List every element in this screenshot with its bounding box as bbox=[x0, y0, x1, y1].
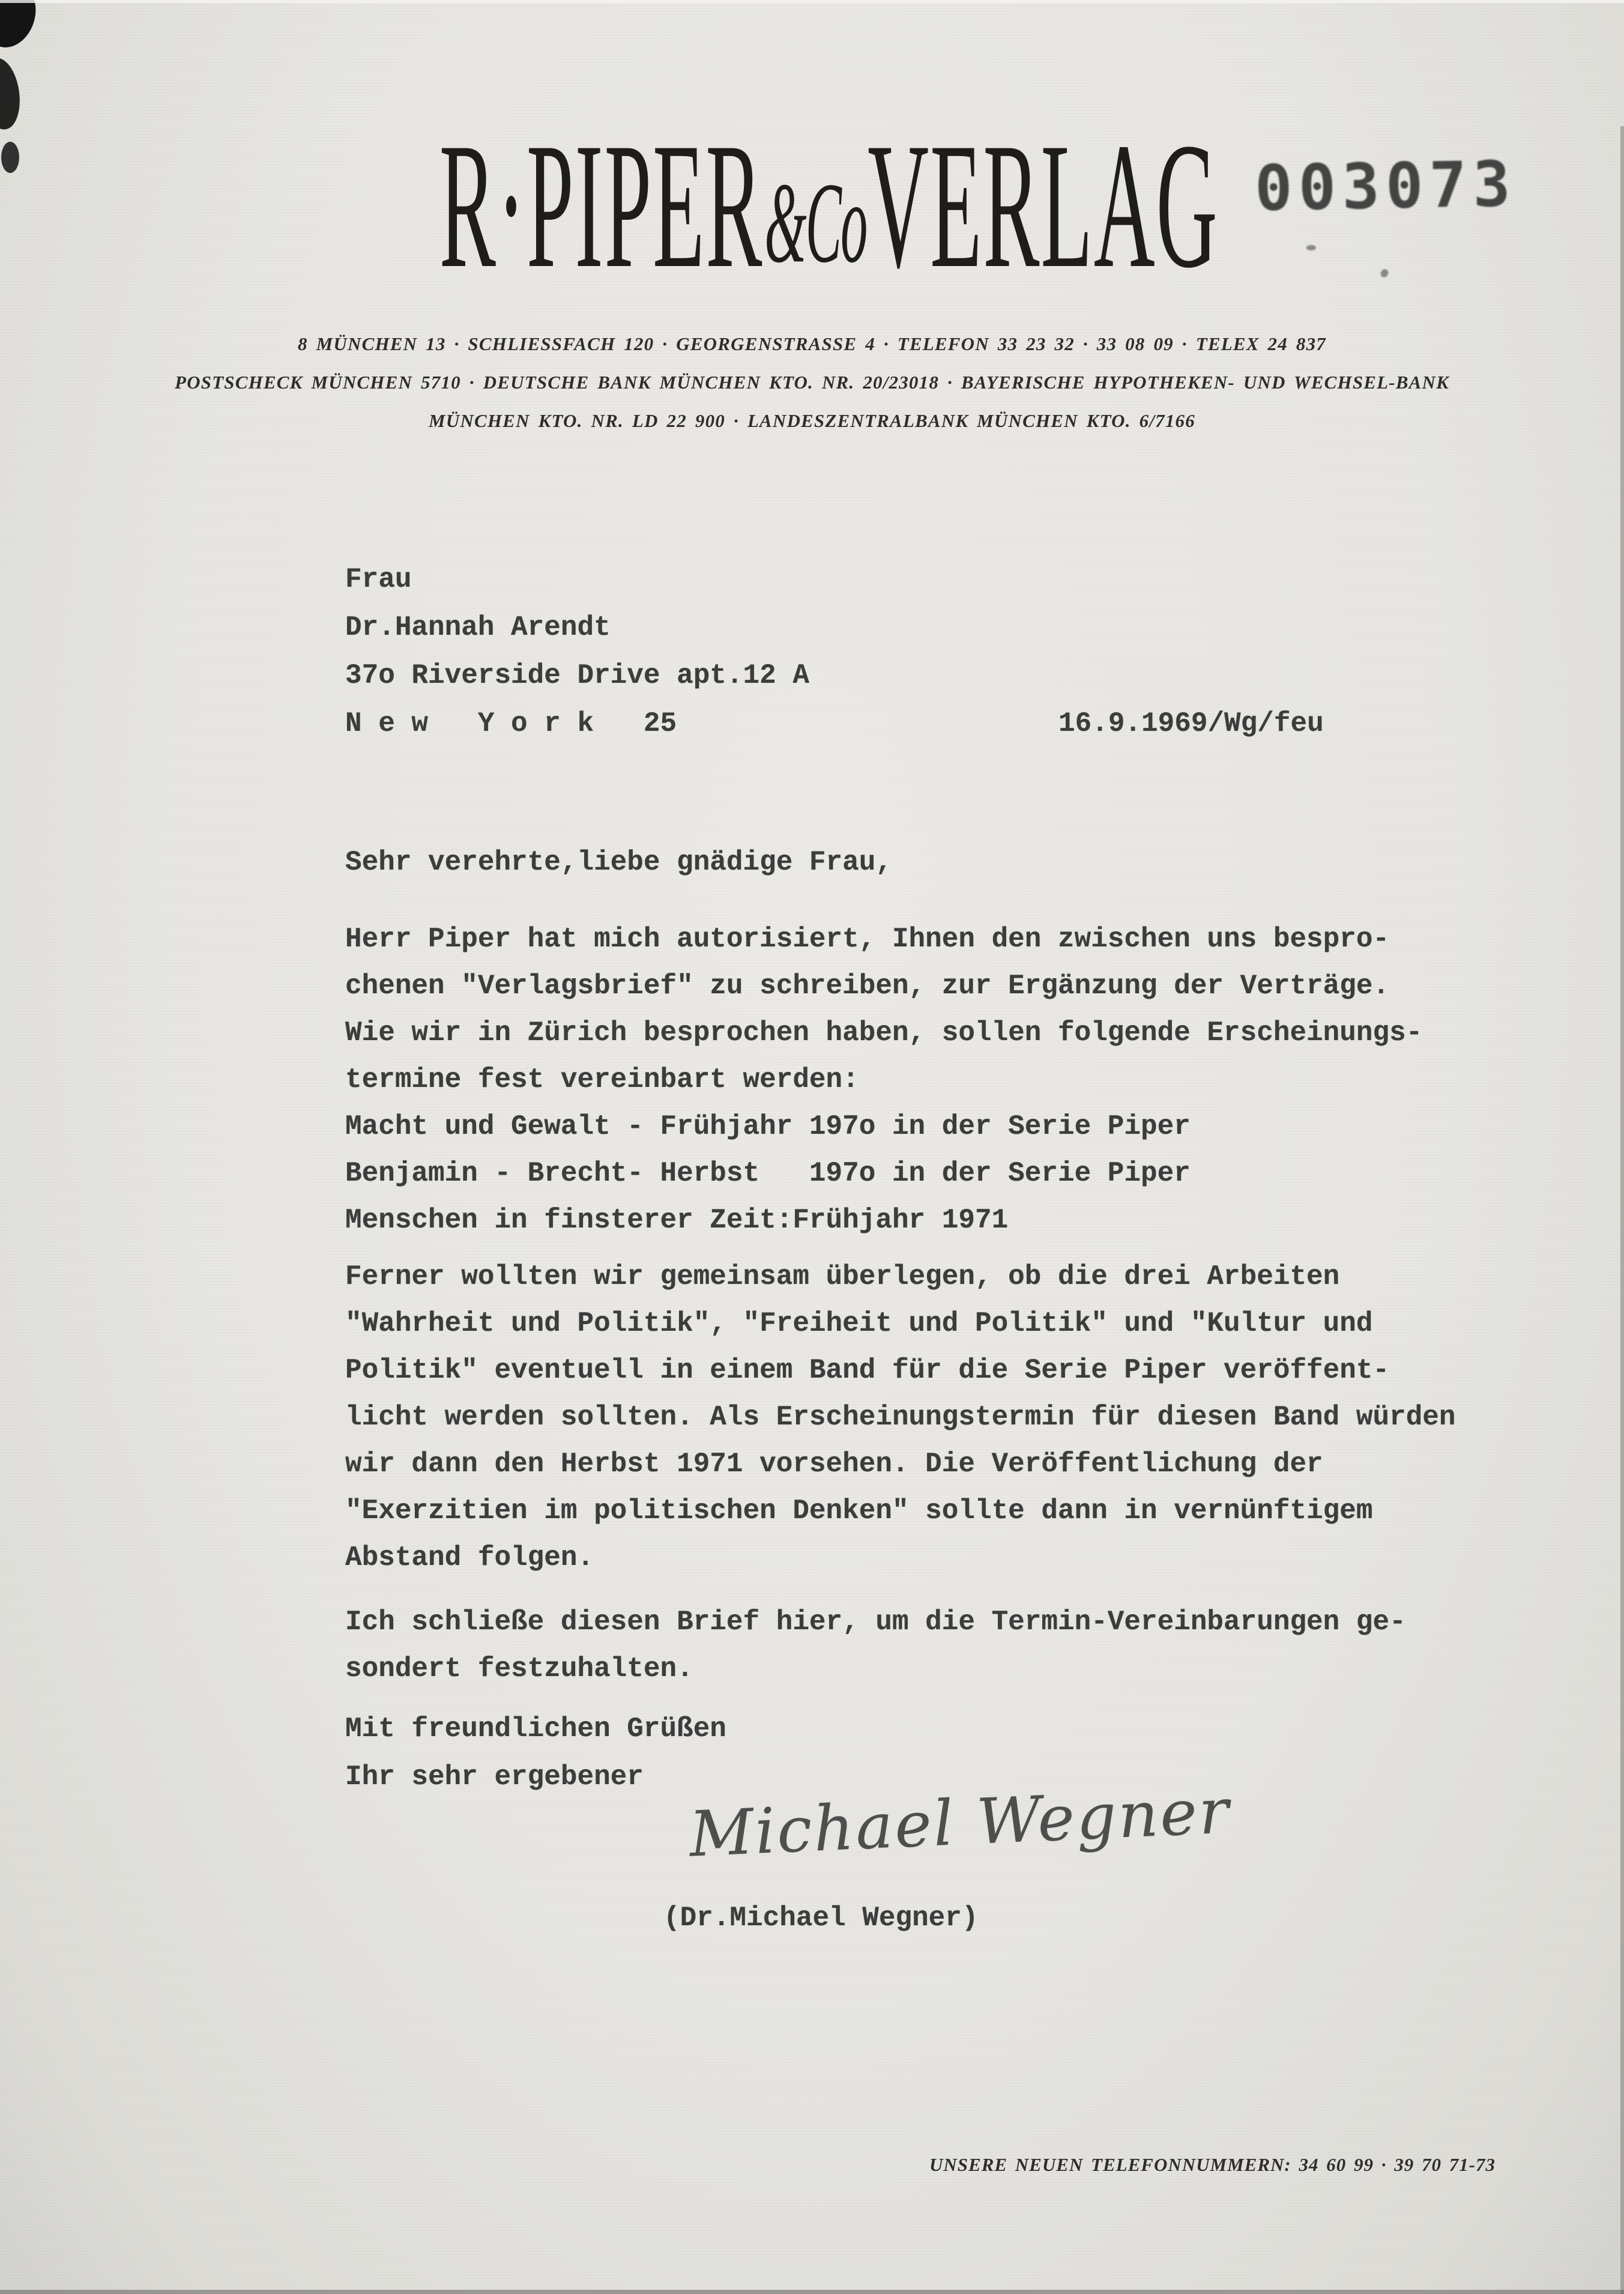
publisher-wordmark bbox=[439, 106, 1219, 318]
wordmark-right: VERLAG bbox=[868, 106, 1219, 305]
body-line: Wie wir in Zürich besprochen haben, sollen folgende Erscheinungs- bbox=[345, 1017, 1423, 1049]
body-line: Herr Piper hat mich autorisiert, Ihnen den zwischen uns bespro- bbox=[345, 924, 1390, 955]
body-line: termine fest vereinbart werden: bbox=[345, 1064, 859, 1095]
archive-stamp-number: 003073 bbox=[1254, 147, 1517, 225]
salutation-text: Sehr verehrte,liebe gnädige Frau, bbox=[345, 847, 892, 878]
footer-phone-note: UNSERE NEUEN TELEFONNUMMERN: 34 60 99 · 39 70 71-73 bbox=[929, 2154, 1496, 2175]
scan-edge-shadow bbox=[1620, 126, 1624, 2294]
scan-edge-shadow bbox=[0, 2290, 1624, 2294]
wordmark-left: R·PIPER bbox=[439, 106, 764, 305]
salutation bbox=[345, 839, 892, 886]
scan-edge-highlight bbox=[0, 0, 1624, 3]
date-reference-text: 16.9.1969/Wg/feu bbox=[1058, 708, 1324, 739]
closing-line: Mit freundlichen Grüßen bbox=[345, 1713, 726, 1745]
recipient-line: 37o Riverside Drive apt.12 A bbox=[345, 660, 809, 691]
body-line: Ich schließe diesen Brief hier, um die Termin-Vereinbarungen ge- bbox=[345, 1606, 1406, 1638]
wordmark-ampersand-co: &Co bbox=[764, 159, 867, 287]
body-line: Abstand folgen. bbox=[345, 1542, 594, 1573]
date-reference bbox=[1058, 700, 1324, 748]
body-line: Politik" eventuell in einem Band für die Serie Piper veröffent- bbox=[345, 1355, 1390, 1386]
recipient-line: Frau bbox=[345, 564, 412, 595]
body-line: Macht und Gewalt - Frühjahr 197o in der Serie Piper bbox=[345, 1111, 1191, 1142]
typed-signature-name bbox=[663, 1895, 979, 1941]
typed-signature-text: (Dr.Michael Wegner) bbox=[663, 1902, 979, 1934]
body-paragraph-1 bbox=[345, 916, 1422, 1244]
letterhead-address-line: 8 MÜNCHEN 13 · SCHLIESSFACH 120 · GEORGENSTRASSE 4 · TELEFON 33 23 32 · 33 08 09 · TELEX 24 837 bbox=[297, 333, 1327, 354]
letterhead-address-line: POSTSCHECK MÜNCHEN 5710 · DEUTSCHE BANK MÜNCHEN KTO. NR. 20/23018 · BAYERISCHE HYPOTHEKEN- UND WECHSEL-BANK bbox=[174, 372, 1450, 393]
body-line: sondert festzuhalten. bbox=[345, 1653, 693, 1684]
body-line: wir dann den Herbst 1971 vorsehen. Die Veröffentlichung der bbox=[345, 1448, 1323, 1480]
body-line: "Wahrheit und Politik", "Freiheit und Politik" und "Kultur und bbox=[345, 1308, 1373, 1339]
body-line: licht werden sollten. Als Erscheinungstermin für diesen Band würden bbox=[345, 1402, 1456, 1433]
body-line: Menschen in finsterer Zeit:Frühjahr 1971 bbox=[345, 1205, 1009, 1236]
body-line: chenen "Verlagsbrief" zu schreiben, zur Ergänzung der Verträge. bbox=[345, 970, 1390, 1002]
body-line: Benjamin - Brecht- Herbst 197o in der Serie Piper bbox=[345, 1158, 1191, 1189]
stamp-ink-speck bbox=[1306, 245, 1316, 250]
closing-block bbox=[345, 1705, 726, 1801]
recipient-address-block bbox=[345, 555, 809, 748]
letterhead-address-line: MÜNCHEN KTO. NR. LD 22 900 · LANDESZENTRALBANK MÜNCHEN KTO. 6/7166 bbox=[429, 410, 1195, 431]
recipient-line: Dr.Hannah Arendt bbox=[345, 612, 611, 643]
scan-artifact-blob bbox=[0, 0, 44, 54]
letterhead-address-block bbox=[0, 325, 1624, 440]
body-paragraph-3 bbox=[345, 1599, 1406, 1692]
body-paragraph-2 bbox=[345, 1253, 1456, 1581]
handwritten-signature: Michael Wegner bbox=[687, 1774, 1232, 1871]
body-line: Ferner wollten wir gemeinsam überlegen, ob die drei Arbeiten bbox=[345, 1261, 1340, 1292]
closing-line: Ihr sehr ergebener bbox=[345, 1761, 644, 1793]
recipient-line: N e w Y o r k 25 bbox=[345, 708, 677, 739]
body-line: "Exerzitien im politischen Denken" sollte dann in vernünftigem bbox=[345, 1495, 1373, 1527]
